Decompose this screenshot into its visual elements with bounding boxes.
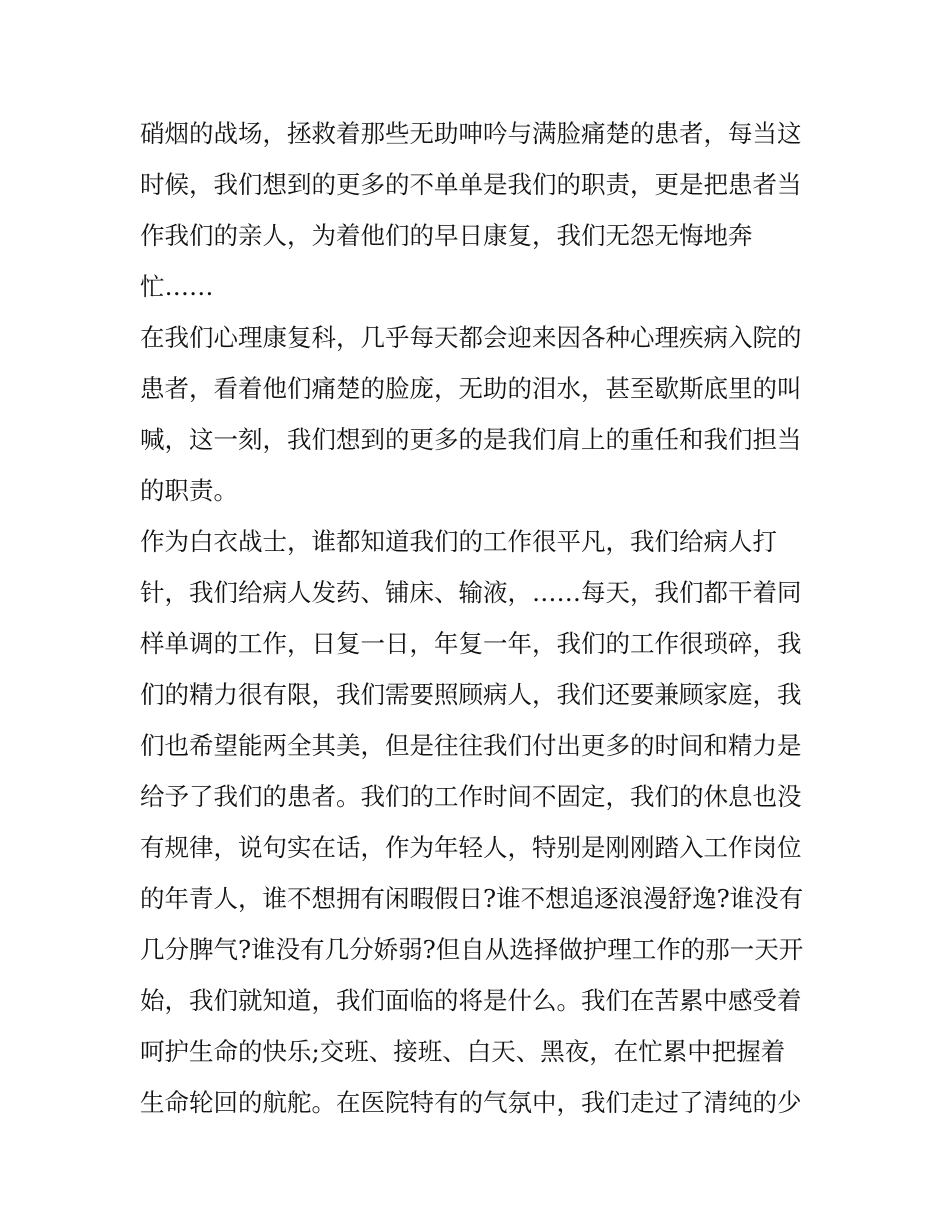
text-line: 作我们的亲人，为着他们的早日康复，我们无怨无悔地奔	[140, 221, 753, 250]
text-line: 呵护生命的快乐;交班、接班、白天、黑夜，在忙累中把握着	[140, 1037, 786, 1066]
text-line: 们也希望能两全其美，但是往往我们付出更多的时间和精力是	[140, 731, 802, 760]
text-line: 样单调的工作，日复一日，年复一年，我们的工作很琐碎，我	[140, 629, 802, 658]
text-line: 的年青人，谁不想拥有闲暇假日?谁不想追逐浪漫舒逸?谁没有	[140, 884, 804, 913]
text-line: 喊，这一刻，我们想到的更多的是我们肩上的重任和我们担当	[140, 425, 802, 454]
text-line: 给予了我们的患者。我们的工作时间不固定，我们的休息也没	[140, 782, 802, 811]
text-line: 几分脾气?谁没有几分娇弱?但自从选择做护理工作的那一天开	[140, 935, 804, 964]
text-line: 始，我们就知道，我们面临的将是什么。我们在苦累中感受着	[140, 986, 802, 1015]
text-line: 有规律，说句实在话，作为年轻人，特别是刚刚踏入工作岗位	[140, 833, 802, 862]
text-line: 作为白衣战士，谁都知道我们的工作很平凡，我们给病人打	[140, 527, 777, 556]
text-line: 的职责。	[140, 476, 238, 505]
text-line: 忙……	[140, 272, 214, 301]
text-line: 时候，我们想到的更多的不单单是我们的职责，更是把患者当	[140, 170, 802, 199]
text-line: 患者，看着他们痛楚的脸庞，无助的泪水，甚至歇斯底里的叫	[140, 374, 802, 403]
text-line: 针，我们给病人发药、铺床、输液，……每天，我们都干着同	[140, 578, 802, 607]
text-line: 硝烟的战场，拯救着那些无助呻吟与满脸痛楚的患者，每当这	[140, 119, 802, 148]
text-line: 们的精力很有限，我们需要照顾病人，我们还要兼顾家庭，我	[140, 680, 802, 709]
text-line: 生命轮回的航舵。在医院特有的气氛中，我们走过了清纯的少	[140, 1088, 802, 1117]
body-text	[140, 108, 820, 1128]
text-line: 在我们心理康复科，几乎每天都会迎来因各种心理疾病入院的	[140, 323, 802, 352]
